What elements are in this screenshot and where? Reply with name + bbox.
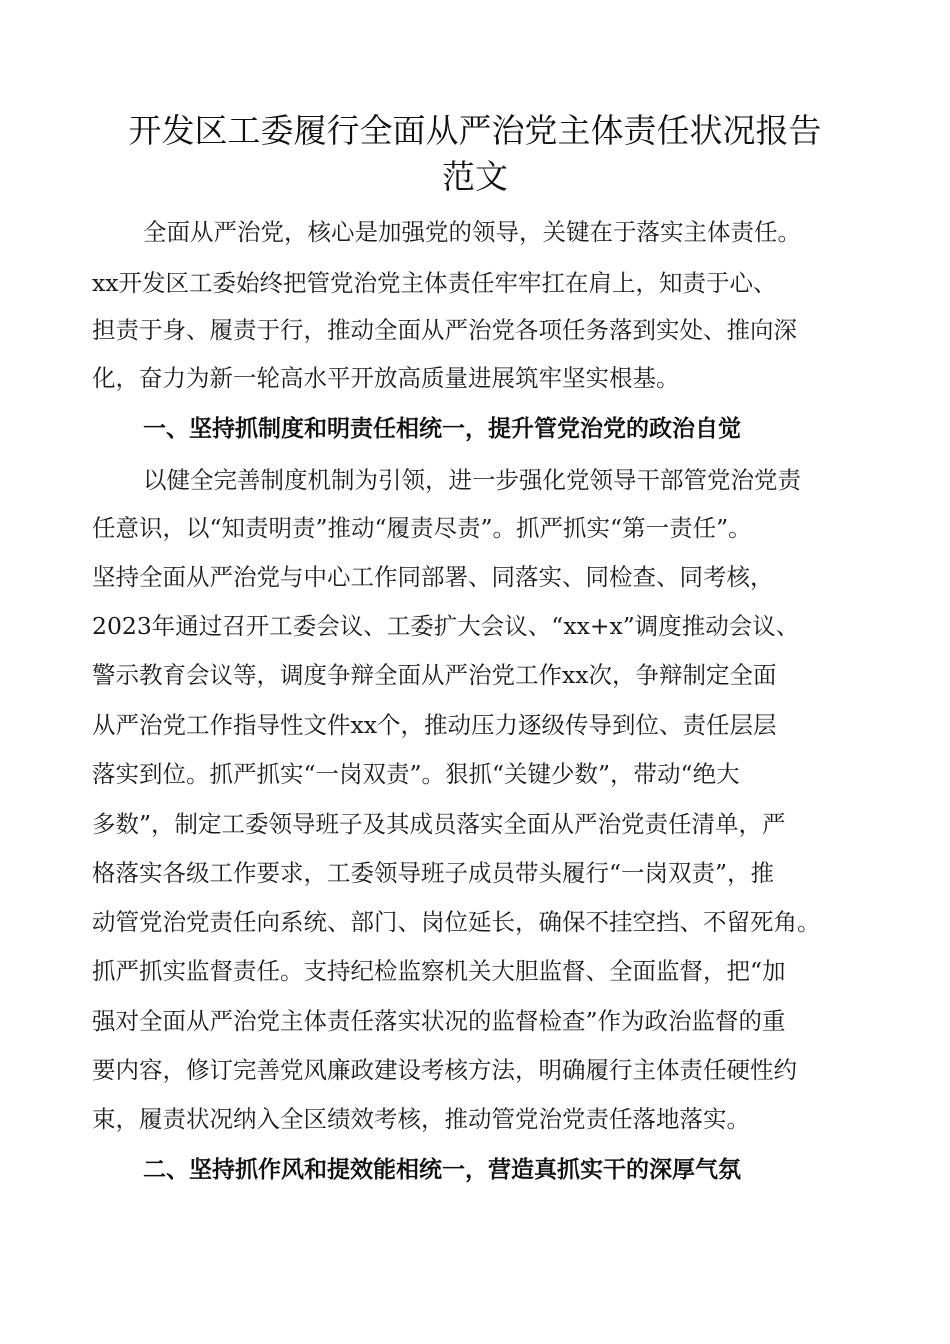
document-title bbox=[60, 108, 890, 200]
section1-line: 动管党治党责任向系统、部门、岗位延长，确保不挂空挡、不留死角。 bbox=[92, 908, 821, 936]
section1-line: 落实到位。抓严抓实“一岗双责”。狠抓“关键少数”，带动“绝大 bbox=[92, 760, 740, 788]
intro-line: 全面从严治党，核心是加强党的领导，关键在于落实主体责任。 bbox=[143, 218, 801, 246]
section1-line: 警示教育会议等，调度争辩全面从严治党工作xx次，争辩制定全面 bbox=[92, 661, 777, 689]
section1-line: 要内容，修订完善党风廉政建设考核方法，明确履行主体责任硬性约 bbox=[92, 1056, 797, 1084]
section1-line: 多数”，制定工委领导班子及其成员落实全面从严治党责任清单，严 bbox=[92, 810, 786, 838]
section1-line: 抓严抓实监督责任。支持纪检监察机关大胆监督、全面监督，把“加 bbox=[92, 957, 786, 985]
section1-line: 束，履责状况纳入全区绩效考核，推动管党治党责任落地落实。 bbox=[92, 1105, 750, 1133]
section1-line: 任意识，以“知责明责”推动“履责尽责”。抓严抓实“第一责任”。 bbox=[92, 514, 752, 542]
section-heading-2: 二、坚持抓作风和提效能相统一，营造真抓实干的深厚气氛 bbox=[143, 1157, 741, 1183]
section1-line: 坚持全面从严治党与中心工作同部署、同落实、同检查、同考核， bbox=[92, 563, 774, 591]
title-line-1: 开发区工委履行全面从严治党主体责任状况报告 bbox=[128, 111, 822, 150]
section1-line: 格落实各级工作要求，工委领导班子成员带头履行“一岗双责”，推 bbox=[92, 859, 775, 887]
title-line-2: 范文 bbox=[442, 157, 508, 196]
section1-line: 强对全面从严治党主体责任落实状况的监督检查”作为政治监督的重 bbox=[92, 1007, 786, 1035]
section1-line: 以健全完善制度机制为引领，进一步强化党领导干部管党治党责 bbox=[143, 466, 801, 494]
intro-line: xx开发区工委始终把管党治党主体责任牢牢扛在肩上，知责于心、 bbox=[92, 269, 777, 297]
intro-line: 化，奋力为新一轮高水平开放高质量进展筑牢坚实根基。 bbox=[92, 364, 680, 392]
section1-line: 2023年通过召开工委会议、工委扩大会议、“xx+x”调度推动会议、 bbox=[92, 612, 800, 640]
intro-line: 担责于身、履责于行，推动全面从严治党各项任务落到实处、推向深 bbox=[92, 316, 797, 344]
section1-line: 从严治党工作指导性文件xx个，推动压力逐级传导到位、责任层层 bbox=[92, 711, 777, 739]
section-heading-1: 一、坚持抓制度和明责任相统一，提升管党治党的政治自觉 bbox=[143, 416, 741, 442]
